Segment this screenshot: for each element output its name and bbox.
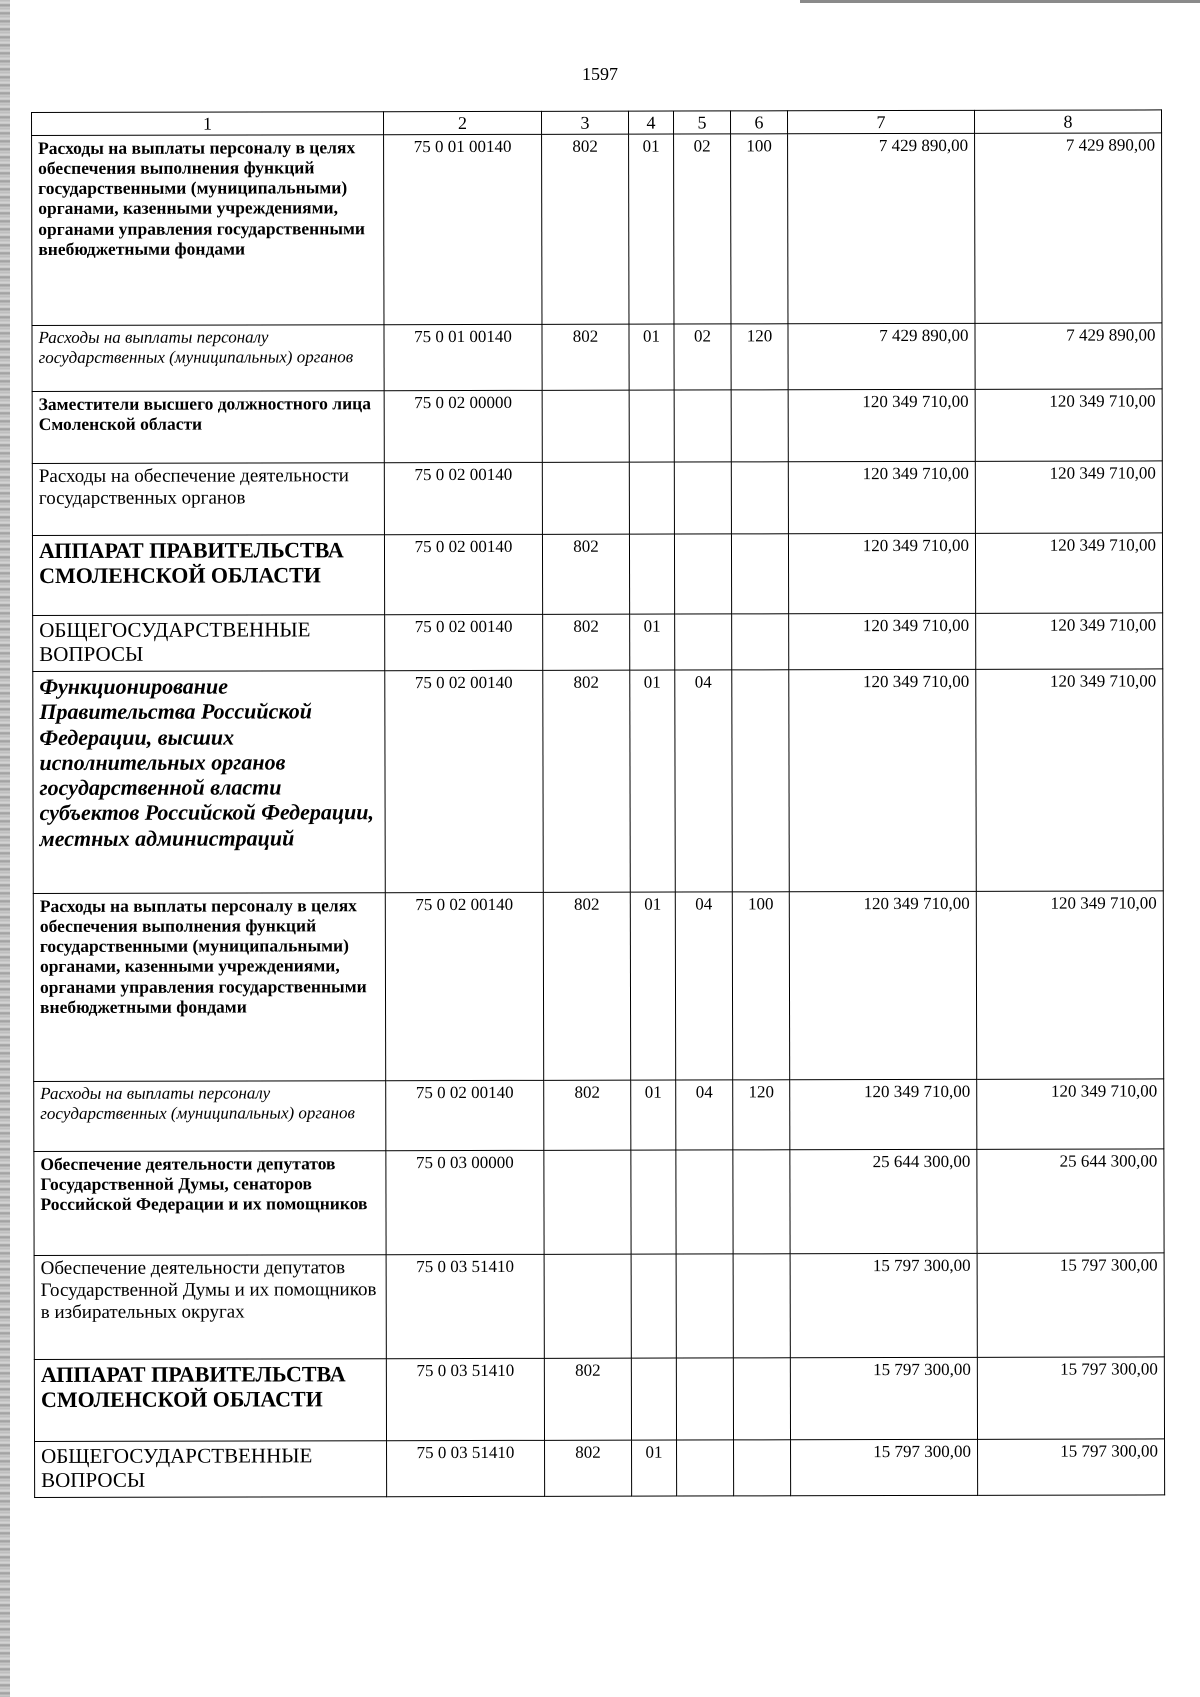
budget-table bbox=[31, 109, 1165, 1498]
section-code: 01 bbox=[629, 324, 674, 390]
expense-type-code: 120 bbox=[731, 324, 788, 390]
table-row bbox=[32, 533, 1162, 616]
ministry-code: 802 bbox=[544, 1080, 631, 1150]
amount-year-2: 7 429 890,00 bbox=[975, 323, 1162, 389]
ministry-code: 802 bbox=[543, 892, 630, 1080]
section-code bbox=[629, 390, 674, 462]
subsection-code bbox=[676, 1254, 733, 1358]
section-code bbox=[631, 1254, 676, 1358]
section-code: 01 bbox=[630, 614, 675, 670]
row-name: Расходы на выплаты персоналу государственных (муниципальных) органов bbox=[34, 1081, 386, 1152]
target-article-code: 75 0 02 00140 bbox=[384, 534, 542, 614]
section-code: 01 bbox=[632, 1440, 677, 1496]
target-article-code: 75 0 01 00140 bbox=[384, 134, 542, 324]
ministry-code: 802 bbox=[545, 1440, 632, 1496]
row-name: Расходы на обеспечение деятельности государственных органов bbox=[32, 463, 384, 536]
expense-type-code: 100 bbox=[731, 134, 788, 324]
amount-year-2: 15 797 300,00 bbox=[977, 1357, 1164, 1439]
row-name: АППАРАТ ПРАВИТЕЛЬСТВА СМОЛЕНСКОЙ ОБЛАСТИ bbox=[34, 1359, 386, 1442]
row-name: Обеспечение деятельности депутатов Государственной Думы, сенаторов Российской Федерации и их помощников bbox=[34, 1151, 386, 1256]
row-name: Расходы на выплаты персоналу в целях обеспечения выполнения функций государственными (муниципальными) органами, казенными учреждениями, органами управления государственными внебюджетными фондами bbox=[32, 135, 384, 326]
scan-top-edge bbox=[800, 0, 1200, 3]
subsection-code bbox=[677, 1440, 734, 1496]
table-row bbox=[33, 891, 1163, 1082]
target-article-code: 75 0 03 51410 bbox=[386, 1254, 544, 1358]
table-row bbox=[33, 613, 1163, 672]
expense-type-code bbox=[731, 534, 788, 614]
amount-year-1: 120 349 710,00 bbox=[789, 669, 977, 891]
section-code bbox=[629, 534, 674, 614]
ministry-code: 802 bbox=[542, 324, 629, 390]
amount-year-2: 120 349 710,00 bbox=[976, 891, 1163, 1079]
table-row bbox=[32, 389, 1162, 464]
amount-year-1: 15 797 300,00 bbox=[790, 1357, 977, 1439]
expense-type-code bbox=[733, 1254, 790, 1358]
ministry-code bbox=[544, 1254, 631, 1358]
table-row bbox=[32, 461, 1162, 536]
expense-type-code bbox=[731, 390, 788, 462]
column-header: 6 bbox=[730, 111, 787, 134]
table-body bbox=[32, 133, 1165, 1498]
amount-year-2: 120 349 710,00 bbox=[976, 669, 1164, 891]
amount-year-1: 25 644 300,00 bbox=[790, 1149, 977, 1253]
row-name: ОБЩЕГОСУДАРСТВЕННЫЕ ВОПРОСЫ bbox=[35, 1441, 387, 1498]
ministry-code bbox=[544, 1150, 631, 1254]
column-header: 3 bbox=[541, 111, 628, 134]
subsection-code bbox=[674, 390, 731, 462]
amount-year-1: 120 349 710,00 bbox=[788, 461, 975, 533]
target-article-code: 75 0 03 51410 bbox=[387, 1440, 545, 1496]
target-article-code: 75 0 02 00000 bbox=[384, 390, 542, 462]
section-code bbox=[631, 1150, 676, 1254]
subsection-code: 04 bbox=[676, 1080, 733, 1150]
target-article-code: 75 0 02 00140 bbox=[385, 892, 543, 1080]
table-row bbox=[34, 1253, 1164, 1360]
header-row bbox=[32, 110, 1162, 136]
amount-year-1: 15 797 300,00 bbox=[791, 1439, 978, 1495]
page-number: 1597 bbox=[582, 64, 618, 84]
scan-left-edge bbox=[0, 0, 10, 1697]
target-article-code: 75 0 03 00000 bbox=[386, 1150, 544, 1254]
expense-type-code bbox=[734, 1440, 791, 1496]
section-code: 01 bbox=[630, 670, 676, 892]
ministry-code: 802 bbox=[544, 1358, 631, 1440]
amount-year-2: 120 349 710,00 bbox=[975, 461, 1162, 533]
amount-year-2: 15 797 300,00 bbox=[977, 1253, 1164, 1357]
subsection-code: 04 bbox=[675, 670, 733, 892]
table-row bbox=[33, 669, 1164, 894]
subsection-code: 04 bbox=[675, 892, 732, 1080]
amount-year-2: 15 797 300,00 bbox=[978, 1439, 1165, 1495]
column-header: 1 bbox=[32, 112, 384, 136]
ministry-code: 802 bbox=[543, 670, 631, 892]
amount-year-2: 7 429 890,00 bbox=[975, 133, 1162, 323]
column-header: 8 bbox=[974, 110, 1161, 133]
ministry-code bbox=[542, 390, 629, 462]
expense-type-code bbox=[732, 614, 789, 670]
row-name: Расходы на выплаты персоналу государственных (муниципальных) органов bbox=[32, 325, 384, 392]
expense-type-code bbox=[731, 462, 788, 534]
section-code: 01 bbox=[629, 134, 674, 324]
subsection-code bbox=[674, 534, 731, 614]
table-row bbox=[34, 1079, 1164, 1152]
ministry-code: 802 bbox=[542, 134, 629, 324]
expense-type-code bbox=[732, 670, 790, 892]
subsection-code bbox=[675, 614, 732, 670]
amount-year-2: 120 349 710,00 bbox=[975, 389, 1162, 461]
section-code: 01 bbox=[630, 892, 675, 1080]
target-article-code: 75 0 01 00140 bbox=[384, 324, 542, 390]
column-header: 5 bbox=[673, 111, 730, 134]
ministry-code: 802 bbox=[542, 534, 629, 614]
target-article-code: 75 0 03 51410 bbox=[386, 1358, 544, 1440]
amount-year-1: 120 349 710,00 bbox=[790, 1079, 977, 1149]
amount-year-2: 120 349 710,00 bbox=[976, 613, 1163, 669]
row-name: Функционирование Правительства Российской Федерации, высших исполнительных органов государственной власти субъектов Российской Федерации, местных администраций bbox=[33, 671, 386, 894]
amount-year-1: 120 349 710,00 bbox=[788, 533, 975, 613]
amount-year-2: 120 349 710,00 bbox=[977, 1079, 1164, 1149]
section-code bbox=[629, 462, 674, 534]
row-name: Обеспечение деятельности депутатов Государственной Думы и их помощников в избирательных округах bbox=[34, 1255, 386, 1360]
amount-year-1: 120 349 710,00 bbox=[789, 891, 976, 1079]
amount-year-2: 120 349 710,00 bbox=[975, 533, 1162, 613]
table-row bbox=[34, 1357, 1164, 1442]
target-article-code: 75 0 02 00140 bbox=[386, 1080, 544, 1150]
ministry-code: 802 bbox=[543, 614, 630, 670]
row-name: ОБЩЕГОСУДАРСТВЕННЫЕ ВОПРОСЫ bbox=[33, 615, 385, 672]
expense-type-code bbox=[733, 1150, 790, 1254]
table-row bbox=[34, 1149, 1164, 1256]
amount-year-1: 120 349 710,00 bbox=[789, 613, 976, 669]
subsection-code bbox=[676, 1150, 733, 1254]
target-article-code: 75 0 02 00140 bbox=[385, 614, 543, 670]
subsection-code: 02 bbox=[674, 134, 731, 324]
row-name: АППАРАТ ПРАВИТЕЛЬСТВА СМОЛЕНСКОЙ ОБЛАСТИ bbox=[32, 535, 384, 616]
subsection-code bbox=[674, 462, 731, 534]
amount-year-1: 15 797 300,00 bbox=[790, 1253, 977, 1357]
table-row bbox=[32, 323, 1162, 392]
row-name: Расходы на выплаты персоналу в целях обеспечения выполнения функций государственными (муниципальными) органами, казенными учреждениями, органами управления государственными внебюджетными фондами bbox=[33, 893, 385, 1082]
section-code bbox=[631, 1358, 676, 1440]
table-row bbox=[32, 133, 1162, 326]
row-name: Заместители высшего должностного лица Смоленской области bbox=[32, 391, 384, 464]
column-header: 7 bbox=[787, 110, 974, 133]
target-article-code: 75 0 02 00140 bbox=[385, 670, 544, 892]
subsection-code: 02 bbox=[674, 324, 731, 390]
column-header: 4 bbox=[628, 111, 673, 134]
amount-year-2: 25 644 300,00 bbox=[977, 1149, 1164, 1253]
expense-type-code: 100 bbox=[732, 892, 789, 1080]
expense-type-code: 120 bbox=[733, 1080, 790, 1150]
column-header: 2 bbox=[384, 111, 542, 134]
section-code: 01 bbox=[631, 1080, 676, 1150]
amount-year-1: 120 349 710,00 bbox=[788, 389, 975, 461]
target-article-code: 75 0 02 00140 bbox=[384, 462, 542, 534]
table-row bbox=[35, 1439, 1165, 1498]
subsection-code bbox=[676, 1358, 733, 1440]
amount-year-1: 7 429 890,00 bbox=[788, 133, 975, 323]
ministry-code bbox=[542, 462, 629, 534]
amount-year-1: 7 429 890,00 bbox=[788, 323, 975, 389]
expense-type-code bbox=[733, 1358, 790, 1440]
